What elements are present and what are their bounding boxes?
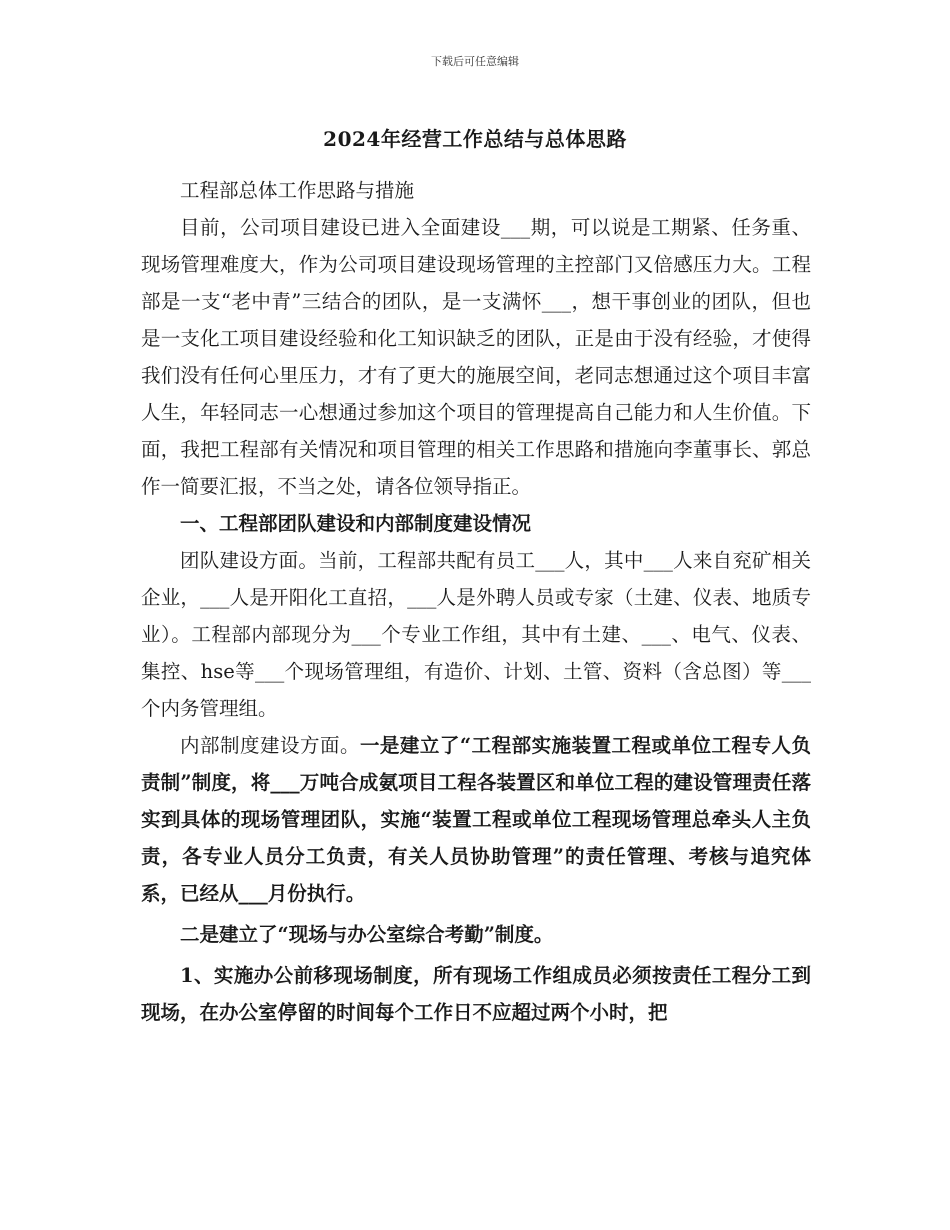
section-heading: 一、工程部团队建设和内部制度建设情况 <box>180 512 532 535</box>
document-title: 2024年经营工作总结与总体思路 <box>323 127 627 151</box>
team-paragraph: 团队建设方面。当前，工程部共配有员工___人，其中___人来自兖矿相关企业，___人是开阳化工直招，___人是外聘人员或专家（土建、仪表、地质专业）。工程部内部现分为___个专业工作组，其中有土建、___、电气、仪表、集控、hse等___个现场管理组，有造价、计划、土管、资料（含总图）等___个内务管理组。 <box>141 549 811 720</box>
document-body <box>141 172 811 1031</box>
system-bold-text: 一是建立了“工程部实施装置工程或单位工程专人负责制”制度，将___万吨合成氨项目工程各装置区和单位工程的建设管理责任落实到具体的现场管理团队，实施“装置工程或单位工程现场管理总牵头人主负责，各专业人员分工负责，有关人员协助管理”的责任管理、考核与追究体系，已经从___月份执行。 <box>141 734 811 905</box>
page-header: 下载后可任意编辑 <box>431 55 519 68</box>
intro-paragraph: 目前，公司项目建设已进入全面建设___期，可以说是工期紧、任务重、现场管理难度大，作为公司项目建设现场管理的主控部门又倍感压力大。工程部是一支“老中青”三结合的团队，是一支满怀___，想干事创业的团队，但也是一支化工项目建设经验和化工知识缺乏的团队，正是由于没有经验，才使得我们没有任何心里压力，才有了更大的施展空间，老同志想通过这个项目丰富人生，年轻同志一心想通过参加这个项目的管理提高自己能力和人生价值。下面，我把工程部有关情况和项目管理的相关工作思路和措施向李董事长、郭总作一简要汇报，不当之处，请各位领导指正。 <box>141 216 811 498</box>
item-1-paragraph: 1、实施办公前移现场制度，所有现场工作组成员必须按责任工程分工到现场，在办公室停留的时间每个工作日不应超过两个小时，把 <box>141 964 811 1024</box>
second-system-heading: 二是建立了“现场与办公室综合考勤”制度。 <box>180 923 554 946</box>
system-lead: 内部制度建设方面。 <box>180 734 360 757</box>
system-paragraph <box>141 727 811 912</box>
subtitle: 工程部总体工作思路与措施 <box>180 179 415 202</box>
